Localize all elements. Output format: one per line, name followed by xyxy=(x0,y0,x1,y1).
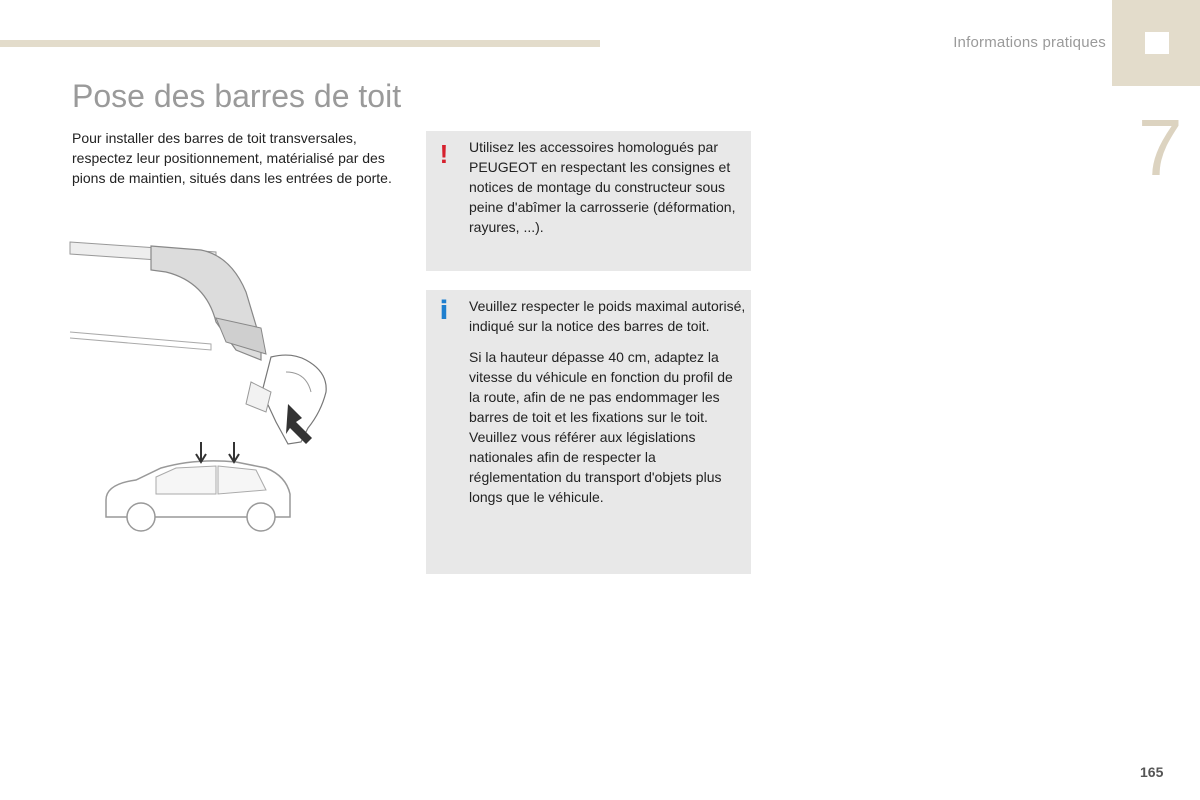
info-paragraph: Veuillez vous référer aux législations nationales afin de respecter la réglementation du transport d'objets plus longs que le véhicule. xyxy=(469,429,722,505)
info-paragraph: Veuillez respecter le poids maximal autorisé, indiqué sur la notice des barres de toit. xyxy=(469,298,746,334)
exclamation-warning-icon: ! xyxy=(439,139,449,169)
section-label: Informations pratiques xyxy=(953,34,1106,51)
page-number: 165 xyxy=(1140,764,1164,780)
chapter-tab-square xyxy=(1145,32,1169,54)
info-text xyxy=(469,296,747,517)
info-paragraph: Si la hauteur dépasse 40 cm, adaptez la vitesse du véhicule en fonction du profil de la route, afin de ne pas endommager les barres de toit et les fixations sur le toit. xyxy=(469,349,733,425)
page-title: Pose des barres de toit xyxy=(72,78,402,114)
info-icon: i xyxy=(439,296,449,326)
chapter-tab xyxy=(1112,0,1200,86)
intro-paragraph: Pour installer des barres de toit transversales, respectez leur positionnement, matérialisé par des pions de maintien, situés dans les entrées de porte. xyxy=(72,130,392,186)
roof-bar-illustration xyxy=(66,232,346,532)
warning-box xyxy=(426,131,751,271)
info-box xyxy=(426,290,751,574)
header-rule xyxy=(0,40,600,47)
chapter-number: 7 xyxy=(1138,103,1183,192)
warning-text: Utilisez les accessoires homologués par PEUGEOT en respectant les consignes et notices de montage du constructeur sous peine d'abîmer la carrosserie (déformation, rayures, ...). xyxy=(469,139,736,235)
